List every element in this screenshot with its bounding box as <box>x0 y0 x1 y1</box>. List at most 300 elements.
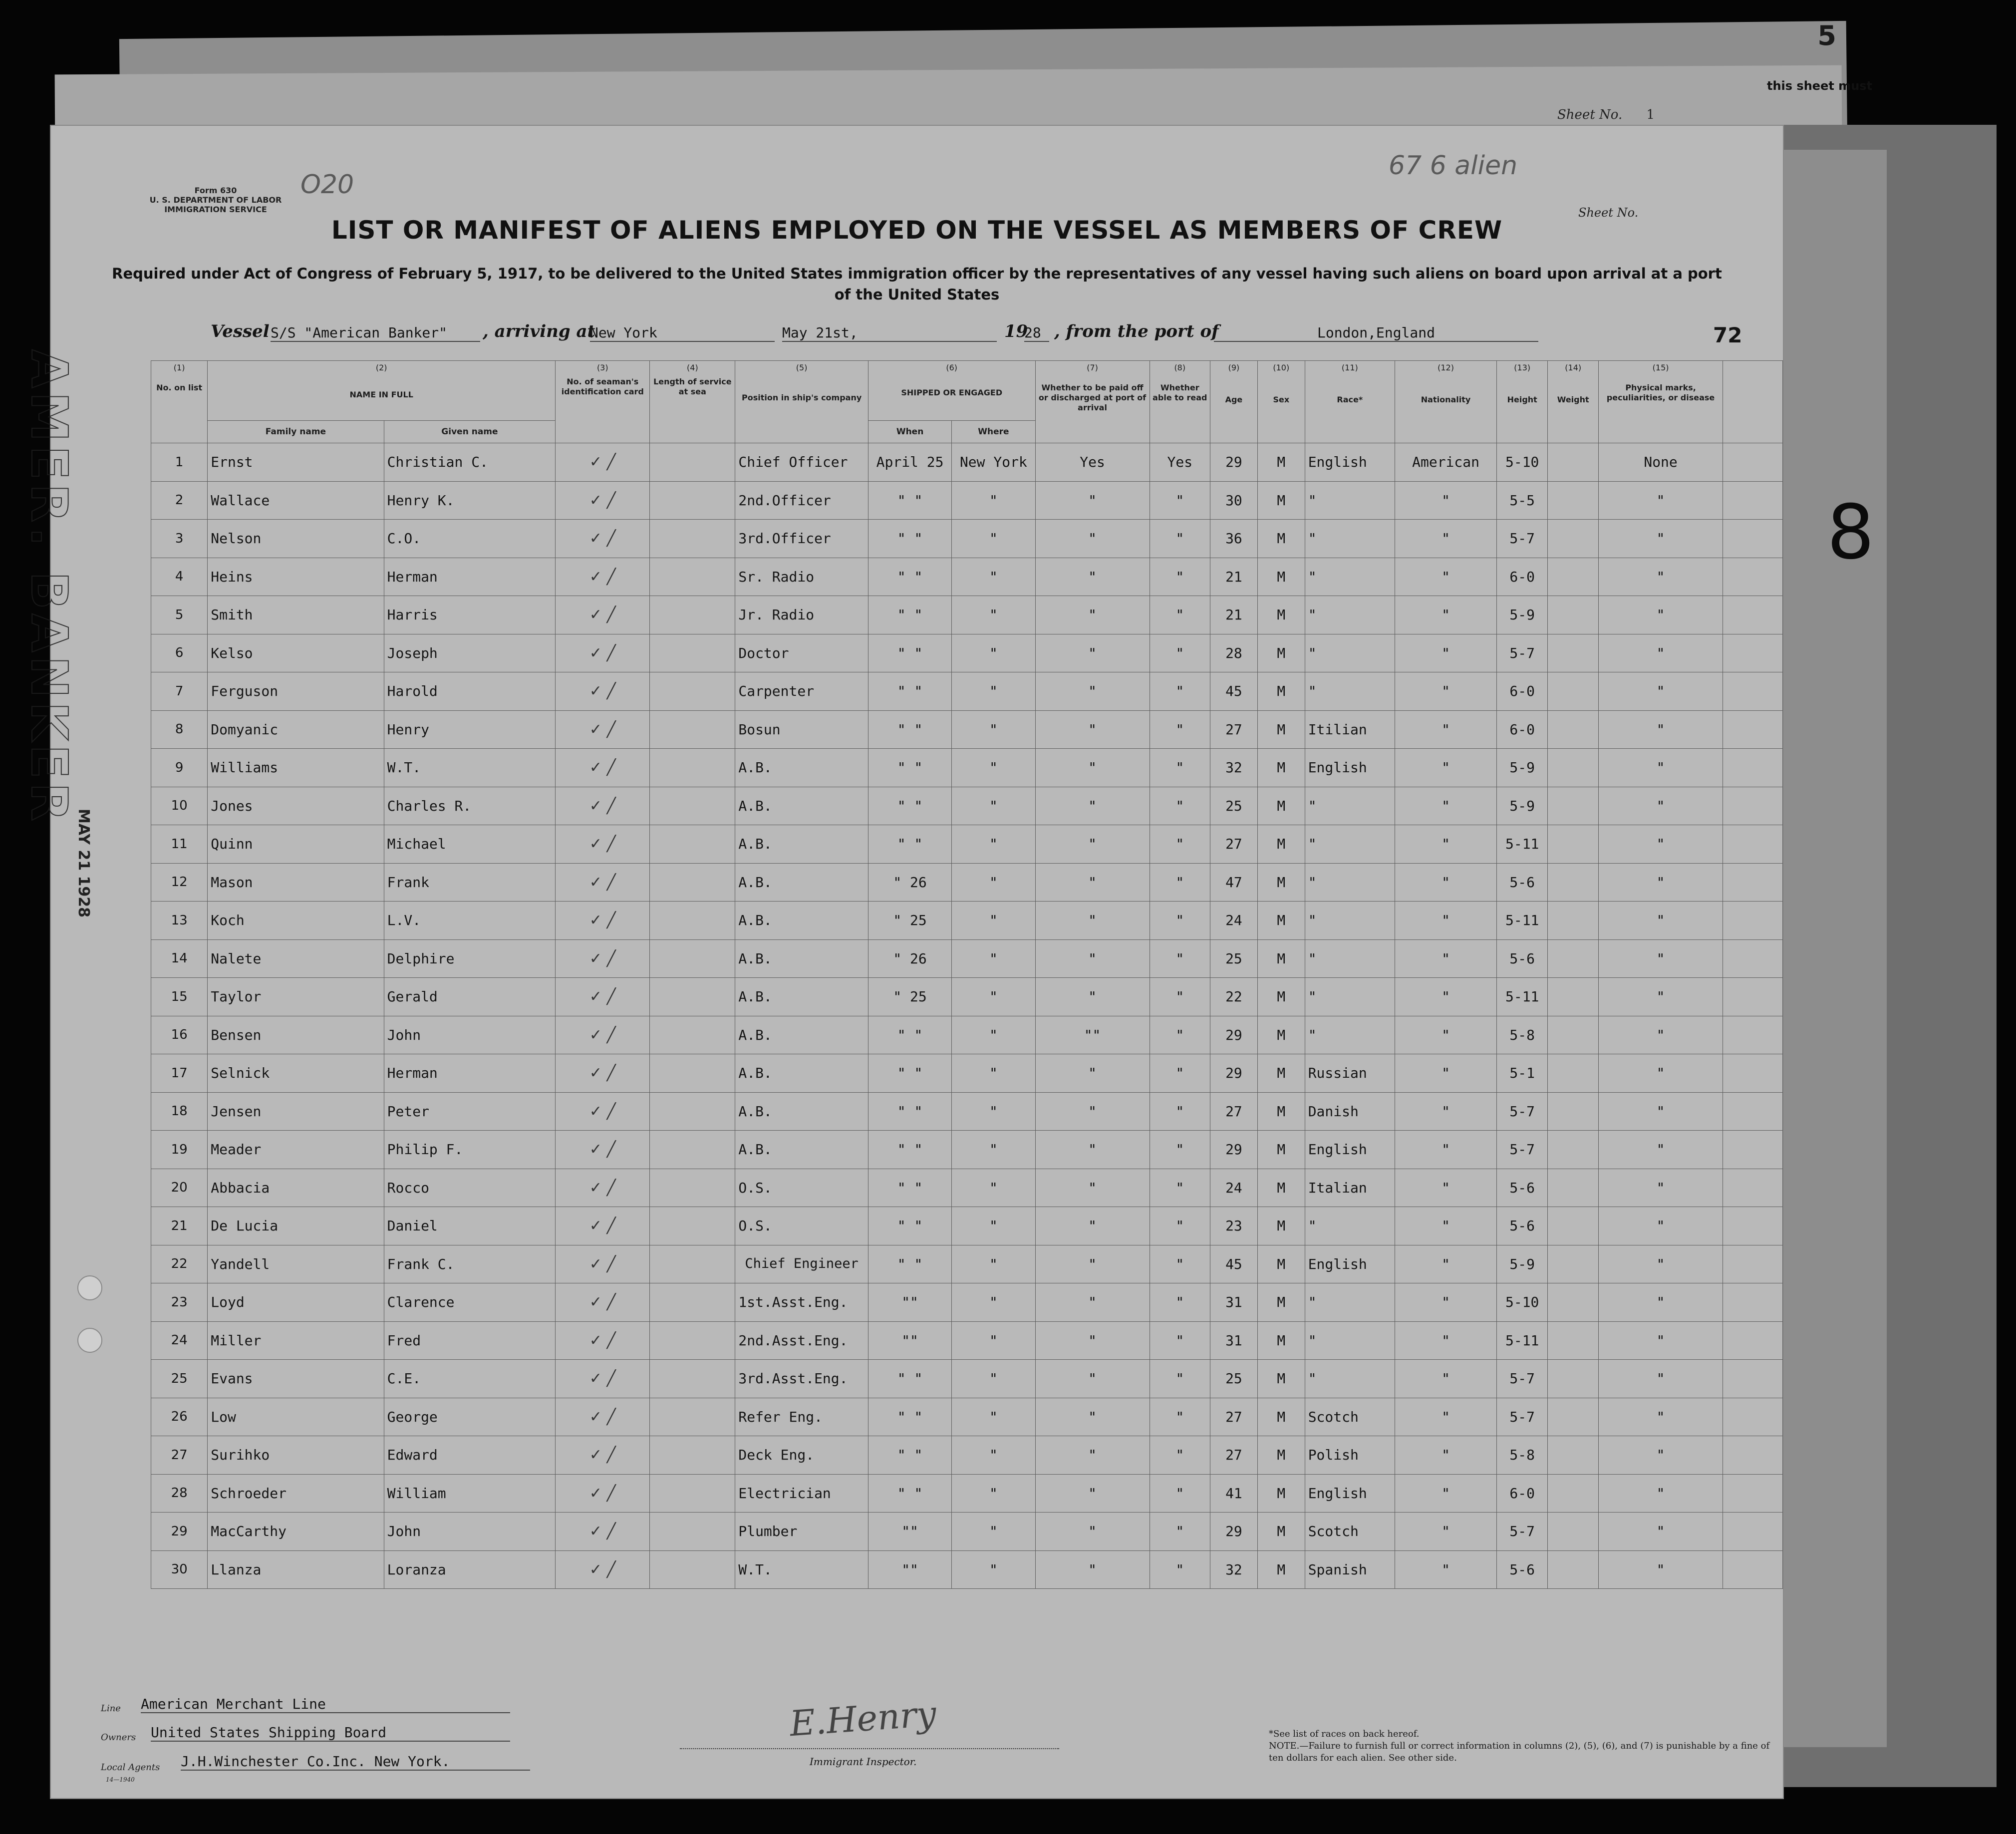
cell-where: " <box>952 863 1035 902</box>
cell-empty <box>1548 863 1599 902</box>
cell-empty <box>1723 1092 1783 1131</box>
cell-empty <box>1723 1360 1783 1398</box>
cell-no: 26 <box>151 1398 208 1436</box>
cell-marks: " <box>1599 1169 1723 1207</box>
cell-family: Williams <box>208 749 384 787</box>
cell-age: 27 <box>1210 1436 1257 1475</box>
cell-no: 22 <box>151 1245 208 1283</box>
checkmark-icon: ✓ ╱ <box>589 1179 616 1197</box>
cell-sex: M <box>1257 787 1305 825</box>
cell-no: 16 <box>151 1016 208 1054</box>
cell-when: " " <box>868 520 951 558</box>
cell-read: " <box>1150 787 1210 825</box>
cell-read: " <box>1150 1550 1210 1589</box>
right-margin-mark: 8 <box>1827 489 1875 576</box>
cell-given: Daniel <box>384 1207 556 1245</box>
checkmark-icon: ✓ ╱ <box>589 682 616 700</box>
cell-when: "" <box>868 1513 951 1551</box>
cell-when: " " <box>868 1436 951 1475</box>
cell-paid: " <box>1035 1245 1150 1283</box>
vessel-label: Vessel <box>211 321 270 341</box>
cell-when: "" <box>868 1283 951 1322</box>
cell-family: Miller <box>208 1321 384 1360</box>
table-row <box>151 634 1783 672</box>
cell-position: 2nd.Officer <box>735 481 868 520</box>
cell-empty <box>1548 443 1599 482</box>
col-race-header: (11) Race* <box>1305 361 1395 443</box>
cell-where: " <box>952 1474 1035 1513</box>
cell-family: Smith <box>208 596 384 634</box>
table-row <box>151 749 1783 787</box>
cell-sex: M <box>1257 1398 1305 1436</box>
cell-empty <box>1723 749 1783 787</box>
cell-family: Yandell <box>208 1245 384 1283</box>
cell-sex: M <box>1257 1436 1305 1475</box>
table-row <box>151 787 1783 825</box>
col-able-read-header: (8) Whether able to read <box>1150 361 1210 443</box>
cell-when: " " <box>868 1169 951 1207</box>
cell-family: Abbacia <box>208 1169 384 1207</box>
manifest-subtitle: Required under Act of Congress of February 5, 1917, to be delivered to the United States immigration officer by the representatives of any vessel having such aliens on board upon arrival at a port of the United States <box>112 265 1722 303</box>
table-row <box>151 1245 1783 1283</box>
cell-marks: " <box>1599 1513 1723 1551</box>
cell-empty <box>650 1474 735 1513</box>
cell-paid: " <box>1035 1360 1150 1398</box>
col-marks-header: (15) Physical marks, peculiarities, or disease <box>1599 361 1723 443</box>
checkmark-icon: ✓ ╱ <box>589 453 616 471</box>
crew-table <box>151 360 1783 1589</box>
cell-no: 7 <box>151 672 208 711</box>
cell-given: Delphire <box>384 939 556 978</box>
col-when-header: When <box>868 421 951 443</box>
cell-sex: M <box>1257 481 1305 520</box>
cell-race: Polish <box>1305 1436 1395 1475</box>
cell-marks: " <box>1599 596 1723 634</box>
cell-race: " <box>1305 825 1395 864</box>
cell-family: Loyd <box>208 1283 384 1322</box>
cell-when: " 25 <box>868 978 951 1016</box>
checkmark-icon: ✓ ╱ <box>589 759 616 777</box>
cell-empty <box>1723 520 1783 558</box>
cell-nationality: " <box>1395 1474 1496 1513</box>
cell-nationality: " <box>1395 558 1496 596</box>
cell-when: " 25 <box>868 902 951 940</box>
cell-empty <box>650 1283 735 1322</box>
manifest-sheet <box>50 125 1784 1799</box>
cell-given: Fred <box>384 1321 556 1360</box>
cell-paid: " <box>1035 1131 1150 1169</box>
cell-read: " <box>1150 863 1210 902</box>
cell-nationality: " <box>1395 1550 1496 1589</box>
cell-family: Domyanic <box>208 710 384 749</box>
cell-empty <box>1723 634 1783 672</box>
col-given-name-header: Given name <box>384 421 556 443</box>
cell-paid: " <box>1035 634 1150 672</box>
cell-position: Electrician <box>735 1474 868 1513</box>
cell-empty <box>1723 1283 1783 1322</box>
table-row <box>151 520 1783 558</box>
cell-no: 27 <box>151 1436 208 1475</box>
checkmark-icon: ✓ ╱ <box>589 1102 616 1120</box>
cell-marks: " <box>1599 825 1723 864</box>
cell-id-card-check <box>556 710 650 749</box>
cell-read: " <box>1150 902 1210 940</box>
cell-race: " <box>1305 1283 1395 1322</box>
cell-empty <box>1548 596 1599 634</box>
cell-empty <box>1548 1398 1599 1436</box>
cell-position: A.B. <box>735 1092 868 1131</box>
cell-nationality: " <box>1395 596 1496 634</box>
cell-family: Surihko <box>208 1436 384 1475</box>
table-row <box>151 1550 1783 1589</box>
cell-empty <box>1548 1092 1599 1131</box>
footer-notes: *See list of races on back hereof. NOTE.—Failure to furnish full or correct information in columns (2), (5), (6), and (7) is punishable by a fine of ten dollars for each alien. See other side. <box>1269 1729 1770 1763</box>
cell-marks: " <box>1599 1321 1723 1360</box>
cell-sex: M <box>1257 1016 1305 1054</box>
checkmark-icon: ✓ ╱ <box>589 835 616 853</box>
checkmark-icon: ✓ ╱ <box>589 1484 616 1502</box>
agents-label: Local Agents <box>101 1762 160 1773</box>
cell-nationality: " <box>1395 672 1496 711</box>
cell-no: 2 <box>151 481 208 520</box>
cell-paid: Yes <box>1035 443 1150 482</box>
cell-paid: " <box>1035 825 1150 864</box>
cell-read: " <box>1150 1207 1210 1245</box>
checkmark-icon: ✓ ╱ <box>589 988 616 1006</box>
cell-read: " <box>1150 481 1210 520</box>
cell-sex: M <box>1257 1321 1305 1360</box>
table-row <box>151 710 1783 749</box>
cell-no: 11 <box>151 825 208 864</box>
cell-empty <box>1723 1398 1783 1436</box>
col-id-card-header: (3) No. of seaman's identification card <box>556 361 650 443</box>
cell-height: 5-8 <box>1497 1436 1548 1475</box>
cell-empty <box>1723 939 1783 978</box>
table-row <box>151 596 1783 634</box>
cell-sex: M <box>1257 939 1305 978</box>
table-row <box>151 672 1783 711</box>
cell-no: 13 <box>151 902 208 940</box>
cell-race: Italian <box>1305 1169 1395 1207</box>
cell-position: 1st.Asst.Eng. <box>735 1283 868 1322</box>
cell-empty <box>650 825 735 864</box>
cell-height: 5-9 <box>1497 596 1548 634</box>
cell-race: Spanish <box>1305 1550 1395 1589</box>
cell-height: 5-1 <box>1497 1054 1548 1093</box>
back-sheet-number-mark: 5 <box>1817 20 1836 51</box>
cell-sex: M <box>1257 710 1305 749</box>
cell-position: Doctor <box>735 634 868 672</box>
cell-nationality: " <box>1395 1207 1496 1245</box>
cell-position: 2nd.Asst.Eng. <box>735 1321 868 1360</box>
cell-when: " " <box>868 1398 951 1436</box>
cell-given: John <box>384 1513 556 1551</box>
cell-no: 6 <box>151 634 208 672</box>
cell-when: " " <box>868 1474 951 1513</box>
cell-age: 27 <box>1210 825 1257 864</box>
cell-id-card-check <box>556 1436 650 1475</box>
cell-nationality: " <box>1395 1245 1496 1283</box>
cell-empty <box>650 443 735 482</box>
cell-sex: M <box>1257 1513 1305 1551</box>
cell-family: Selnick <box>208 1054 384 1093</box>
cell-family: Koch <box>208 902 384 940</box>
cell-id-card-check <box>556 1016 650 1054</box>
cell-given: Herman <box>384 1054 556 1093</box>
cell-age: 25 <box>1210 787 1257 825</box>
table-row <box>151 1283 1783 1322</box>
cell-where: " <box>952 1360 1035 1398</box>
cell-read: " <box>1150 558 1210 596</box>
cell-age: 29 <box>1210 1054 1257 1093</box>
cell-sex: M <box>1257 1283 1305 1322</box>
cell-when: " " <box>868 481 951 520</box>
cell-age: 22 <box>1210 978 1257 1016</box>
cell-read: " <box>1150 1016 1210 1054</box>
cell-height: 5-7 <box>1497 1360 1548 1398</box>
cell-id-card-check <box>556 1398 650 1436</box>
col-family-name-header: Family name <box>208 421 384 443</box>
cell-where: " <box>952 1283 1035 1322</box>
cell-age: 27 <box>1210 710 1257 749</box>
cell-given: Harold <box>384 672 556 711</box>
cell-nationality: American <box>1395 443 1496 482</box>
cell-nationality: " <box>1395 710 1496 749</box>
cell-race: " <box>1305 596 1395 634</box>
cell-paid: " <box>1035 1474 1150 1513</box>
cell-when: " " <box>868 672 951 711</box>
cell-given: William <box>384 1474 556 1513</box>
cell-sex: M <box>1257 825 1305 864</box>
cell-empty <box>650 939 735 978</box>
cell-empty <box>1723 672 1783 711</box>
cell-height: 5-11 <box>1497 978 1548 1016</box>
checkmark-icon: ✓ ╱ <box>589 1370 616 1388</box>
cell-empty <box>650 1321 735 1360</box>
cell-id-card-check <box>556 1513 650 1551</box>
cell-paid: "" <box>1035 1016 1150 1054</box>
cell-marks: None <box>1599 443 1723 482</box>
cell-height: 6-0 <box>1497 1474 1548 1513</box>
cell-paid: " <box>1035 978 1150 1016</box>
cell-position: A.B. <box>735 749 868 787</box>
back-sheet-note: this sheet must <box>1767 79 1873 93</box>
from-port-label: , from the port of <box>1054 321 1219 341</box>
cell-race: " <box>1305 672 1395 711</box>
cell-empty <box>650 520 735 558</box>
cell-race: " <box>1305 863 1395 902</box>
cell-id-card-check <box>556 939 650 978</box>
cell-no: 15 <box>151 978 208 1016</box>
cell-given: Charles R. <box>384 787 556 825</box>
col-height-header: (13) Height <box>1497 361 1548 443</box>
sheet-number-label: Sheet No. <box>1578 206 1639 220</box>
cell-empty <box>650 1169 735 1207</box>
cell-given: Herman <box>384 558 556 596</box>
punch-hole-top <box>77 1275 102 1300</box>
cell-no: 29 <box>151 1513 208 1551</box>
cell-position: A.B. <box>735 1131 868 1169</box>
cell-paid: " <box>1035 1513 1150 1551</box>
arriving-port: New York <box>590 324 775 342</box>
cell-where: " <box>952 749 1035 787</box>
cell-empty <box>1723 481 1783 520</box>
cell-race: " <box>1305 978 1395 1016</box>
cell-empty <box>650 1245 735 1283</box>
col-where-header: Where <box>952 421 1035 443</box>
cell-age: 21 <box>1210 596 1257 634</box>
checkmark-icon: ✓ ╱ <box>589 873 616 891</box>
cell-empty <box>1548 1513 1599 1551</box>
cell-where: " <box>952 634 1035 672</box>
cell-no: 28 <box>151 1474 208 1513</box>
cell-marks: " <box>1599 1474 1723 1513</box>
cell-race: Itilian <box>1305 710 1395 749</box>
table-row <box>151 1169 1783 1207</box>
cell-given: L.V. <box>384 902 556 940</box>
cell-race: Scotch <box>1305 1398 1395 1436</box>
cell-given: Henry <box>384 710 556 749</box>
cell-marks: " <box>1599 863 1723 902</box>
cell-position: A.B. <box>735 863 868 902</box>
cell-nationality: " <box>1395 1054 1496 1093</box>
cell-when: April 25 <box>868 443 951 482</box>
cell-where: " <box>952 939 1035 978</box>
cell-height: 5-9 <box>1497 787 1548 825</box>
inspector-label: Immigrant Inspector. <box>810 1756 917 1768</box>
cell-read: " <box>1150 1092 1210 1131</box>
checkmark-icon: ✓ ╱ <box>589 1255 616 1273</box>
cell-id-card-check <box>556 558 650 596</box>
handwritten-alien-count: 67 6 alien <box>1389 151 1518 181</box>
cell-id-card-check <box>556 481 650 520</box>
cell-race: " <box>1305 520 1395 558</box>
cell-marks: " <box>1599 1207 1723 1245</box>
cell-given: W.T. <box>384 749 556 787</box>
cell-paid: " <box>1035 1550 1150 1589</box>
cell-when: " 26 <box>868 863 951 902</box>
arrival-year-prefix: 19 <box>1004 321 1028 341</box>
cell-nationality: " <box>1395 1398 1496 1436</box>
cell-paid: " <box>1035 902 1150 940</box>
cell-empty <box>650 710 735 749</box>
cell-id-card-check <box>556 1245 650 1283</box>
cell-empty <box>650 672 735 711</box>
cell-marks: " <box>1599 520 1723 558</box>
cell-age: 24 <box>1210 902 1257 940</box>
cell-no: 21 <box>151 1207 208 1245</box>
cell-empty <box>1548 1131 1599 1169</box>
checkmark-icon: ✓ ╱ <box>589 1523 616 1540</box>
cell-no: 30 <box>151 1550 208 1589</box>
checkmark-icon: ✓ ╱ <box>589 1217 616 1235</box>
cell-empty <box>1548 481 1599 520</box>
cell-empty <box>1548 1436 1599 1475</box>
cell-empty <box>1723 710 1783 749</box>
cell-position: Bosun <box>735 710 868 749</box>
cell-empty <box>1548 520 1599 558</box>
table-row <box>151 1360 1783 1398</box>
cell-height: 5-5 <box>1497 481 1548 520</box>
cell-age: 27 <box>1210 1092 1257 1131</box>
cell-no: 23 <box>151 1283 208 1322</box>
cell-where: " <box>952 1245 1035 1283</box>
cell-empty <box>650 902 735 940</box>
cell-empty <box>1723 1131 1783 1169</box>
cell-where: " <box>952 1436 1035 1475</box>
cell-empty <box>1723 1016 1783 1054</box>
cell-age: 31 <box>1210 1283 1257 1322</box>
cell-family: Meader <box>208 1131 384 1169</box>
cell-read: " <box>1150 825 1210 864</box>
cell-marks: " <box>1599 1054 1723 1093</box>
cell-paid: " <box>1035 1054 1150 1093</box>
line-label: Line <box>101 1703 121 1714</box>
cell-empty <box>1548 978 1599 1016</box>
cell-empty <box>1723 1474 1783 1513</box>
cell-given: Loranza <box>384 1550 556 1589</box>
cell-given: Joseph <box>384 634 556 672</box>
cell-id-card-check <box>556 1207 650 1245</box>
cell-given: C.O. <box>384 520 556 558</box>
cell-race: " <box>1305 939 1395 978</box>
cell-read: " <box>1150 1131 1210 1169</box>
cell-position: Refer Eng. <box>735 1398 868 1436</box>
cell-empty <box>1723 1550 1783 1589</box>
table-row <box>151 1131 1783 1169</box>
cell-position: A.B. <box>735 1054 868 1093</box>
cell-age: 45 <box>1210 1245 1257 1283</box>
cell-sex: M <box>1257 978 1305 1016</box>
cell-sex: M <box>1257 1092 1305 1131</box>
cell-no: 10 <box>151 787 208 825</box>
cell-when: " " <box>868 825 951 864</box>
cell-position: O.S. <box>735 1169 868 1207</box>
cell-nationality: " <box>1395 1321 1496 1360</box>
cell-where: " <box>952 1321 1035 1360</box>
cell-empty <box>650 1054 735 1093</box>
cell-when: "" <box>868 1550 951 1589</box>
cell-marks: " <box>1599 710 1723 749</box>
cell-family: Kelso <box>208 634 384 672</box>
cell-family: Quinn <box>208 825 384 864</box>
cell-when: " " <box>868 1245 951 1283</box>
cell-empty <box>1723 825 1783 864</box>
cell-empty <box>1723 1054 1783 1093</box>
cell-sex: M <box>1257 1360 1305 1398</box>
cell-where: " <box>952 902 1035 940</box>
cell-marks: " <box>1599 1245 1723 1283</box>
cell-id-card-check <box>556 634 650 672</box>
cell-position: A.B. <box>735 939 868 978</box>
cell-when: " " <box>868 1207 951 1245</box>
crew-table-body <box>151 443 1783 1589</box>
cell-empty <box>1723 1513 1783 1551</box>
cell-given: Rocco <box>384 1169 556 1207</box>
checkmark-icon: ✓ ╱ <box>589 644 616 662</box>
table-row <box>151 481 1783 520</box>
cell-given: Frank <box>384 863 556 902</box>
cell-age: 25 <box>1210 939 1257 978</box>
cell-empty <box>1548 939 1599 978</box>
cell-height: 5-6 <box>1497 1169 1548 1207</box>
cell-empty <box>1548 902 1599 940</box>
col-name-header: (2) NAME IN FULL <box>208 361 556 421</box>
cell-nationality: " <box>1395 520 1496 558</box>
cell-race: " <box>1305 902 1395 940</box>
cell-nationality: " <box>1395 1436 1496 1475</box>
checkmark-icon: ✓ ╱ <box>589 1026 616 1044</box>
